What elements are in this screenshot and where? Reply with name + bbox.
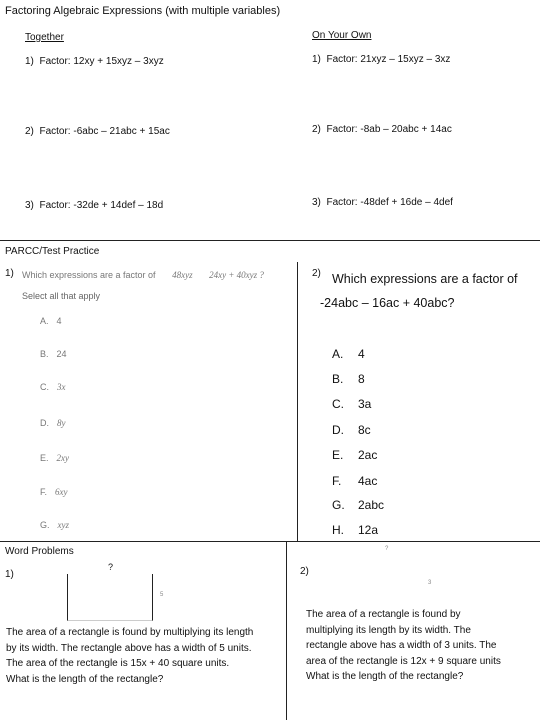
parcc-q2-question: Which expressions are a factor of <box>332 272 518 286</box>
parcc-q1-num: 1) <box>5 268 14 279</box>
on-your-own-heading: On Your Own <box>312 30 372 41</box>
section-divider-bottom <box>0 541 540 542</box>
parcc-q1-question: Which expressions are a factor of 48xyz 24xy + 40xyz ? <box>22 270 264 280</box>
rect2-width-label: 3 <box>428 580 432 586</box>
parcc-q2-option-c[interactable]: C. 3a <box>332 397 372 411</box>
parcc-q1-expr2: 24xy + 40xyz ? <box>209 270 264 280</box>
parcc-q2-option-e[interactable]: E. 2ac <box>332 448 378 462</box>
word-problem-1-text: The area of a rectangle is found by multiplying its length by its width. The rectangle above has a width of 5 units. The area of the rectangle is 15x + 40 square units. What is the length of the rectangle? <box>6 627 254 685</box>
parcc-q2-option-f[interactable]: F. 4ac <box>332 474 378 488</box>
word-problem-2-num: 2) <box>300 566 309 577</box>
parcc-q1-option-g[interactable]: G. xyz <box>40 520 70 530</box>
together-heading: Together <box>25 32 64 43</box>
together-problem-3: 3) Factor: -32de + 14def – 18d <box>25 200 164 211</box>
parcc-q1-option-f[interactable]: F. 6xy <box>40 487 68 497</box>
parcc-q2-option-g[interactable]: G. 2abc <box>332 498 385 512</box>
word-problems-heading: Word Problems <box>5 546 74 557</box>
parcc-q2-option-h[interactable]: H. 12a <box>332 523 379 537</box>
parcc-q1-instruction: Select all that apply <box>22 291 101 301</box>
word-problem-divider <box>286 541 287 720</box>
rect1-length-label: ? <box>108 562 114 572</box>
rect1-width-label: 5 <box>160 592 164 598</box>
parcc-column-divider <box>297 262 298 542</box>
parcc-q1-option-e[interactable]: E. 2xy <box>40 453 70 463</box>
together-problem-2: 2) Factor: -6abc – 21abc + 15ac <box>25 126 170 137</box>
section-divider-top <box>0 240 540 241</box>
parcc-q2-num: 2) <box>312 268 321 279</box>
parcc-q1-option-a[interactable]: A. 4 <box>40 316 62 326</box>
rect2-length-label: ? <box>385 546 389 552</box>
parcc-q2-option-d[interactable]: D. 8c <box>332 423 371 437</box>
parcc-q1-option-d[interactable]: D. 8y <box>40 418 66 428</box>
parcc-q2-option-b[interactable]: B. 8 <box>332 372 365 386</box>
rectangle-1-figure <box>67 574 153 621</box>
word-problem-2-text: The area of a rectangle is found by multiplying its length by its width. The rectangle above has a width of 3 units. The area of the rectangle is 12x + 9 square units What is the length of the rectangle? <box>306 609 501 682</box>
parcc-heading: PARCC/Test Practice <box>5 246 100 257</box>
word-problem-1-num: 1) <box>5 569 14 580</box>
page-title: Factoring Algebraic Expressions (with multiple variables) <box>5 5 281 17</box>
parcc-q2-option-a[interactable]: A. 4 <box>332 347 365 361</box>
parcc-q1-option-c[interactable]: C. 3x <box>40 382 66 392</box>
together-problem-1: 1) Factor: 12xy + 15xyz – 3xyz <box>25 56 164 67</box>
parcc-q2-expression: -24abc – 16ac + 40abc? <box>320 296 455 310</box>
parcc-q1-option-b[interactable]: B. 24 <box>40 349 67 359</box>
own-problem-1: 1) Factor: 21xyz – 15xyz – 3xz <box>312 54 451 65</box>
own-problem-3: 3) Factor: -48def + 16de – 4def <box>312 197 453 208</box>
own-problem-2: 2) Factor: -8ab – 20abc + 14ac <box>312 124 452 135</box>
parcc-q1-expr1: 48xyz <box>172 270 193 280</box>
